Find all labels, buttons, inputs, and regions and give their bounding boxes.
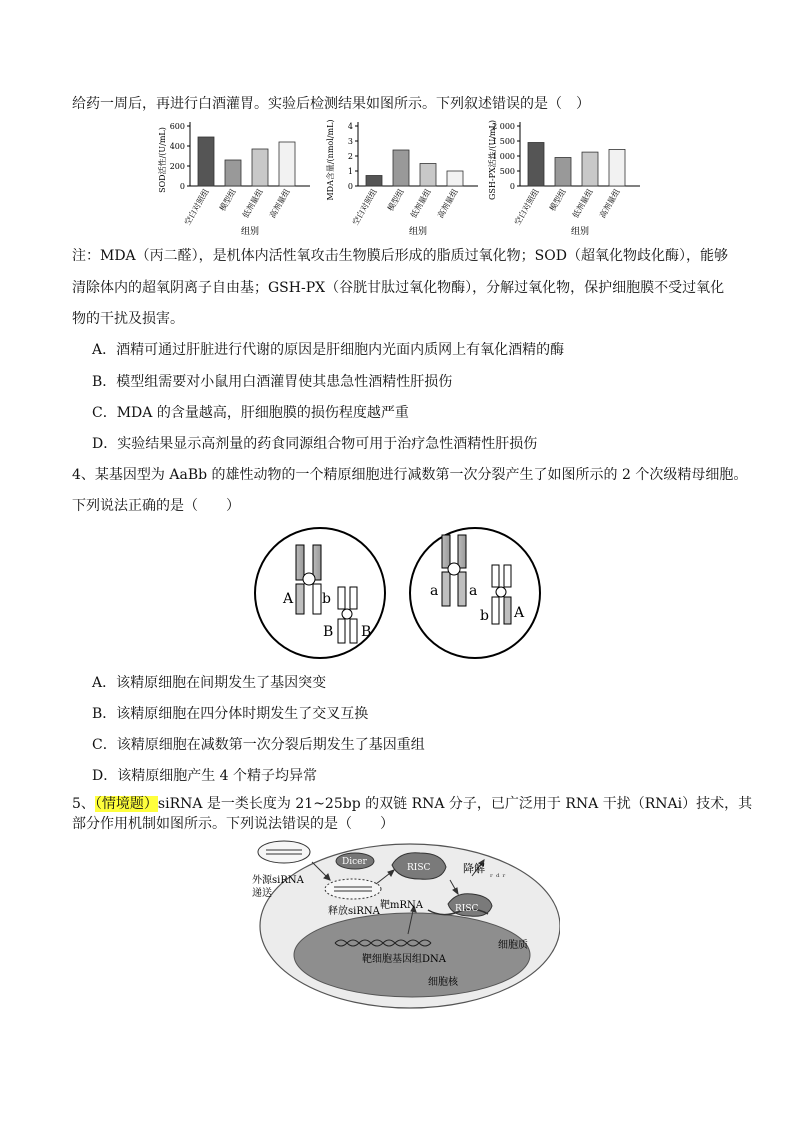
label-risc-2: RISC [455,904,479,914]
x-tick-label: 低剂量组 [570,187,595,220]
y-axis-label: GSH-PX活性/(U/mL) [488,120,497,200]
bar [279,142,295,186]
bar [252,149,268,186]
q3-note-line-3: 物的干扰及损害。 [72,311,184,327]
bar [225,160,241,186]
q4-option-a: A．该精原细胞在间期发生了基因突变 [92,675,327,691]
bar-chart-1 [157,122,310,237]
y-tick-label: 2 000 [492,122,515,131]
q5-context-tag: （情境题） [94,796,158,812]
q4-option-c: C．该精原细胞在减数第一次分裂后期发生了基因重组 [92,737,425,753]
q3-option-b: B．模型组需要对小鼠用白酒灌胃使其患急性酒精性肝损伤 [92,374,453,390]
chromosome-large-right [442,535,466,606]
q3-option-a: A．酒精可通过肝脏进行代谢的原因是肝细胞内光面内质网上有氧化酒精的酶 [92,342,565,358]
x-tick-label: 低剂量组 [408,187,433,220]
bar [609,149,625,186]
q3-note-line-1: 注：MDA（丙二醛），是机体内活性氧攻击生物膜后形成的脂质过氧化物；SOD（超氧化物歧化酶），能够 [72,248,728,264]
y-tick-label: 1 500 [492,137,515,146]
x-tick-label: 低剂量组 [240,187,265,220]
gene-label: b [480,608,489,624]
chromosome-small-left [338,587,357,643]
bar [582,152,598,186]
y-tick-label: 400 [169,142,185,151]
y-tick-label: 3 [347,137,353,146]
x-axis-label: 组别 [570,227,590,237]
x-tick-label: 高剂量组 [435,187,460,220]
x-tick-label: 高剂量组 [597,187,622,220]
label-degrade: 降解 [463,862,485,875]
x-tick-label: 空白对照组 [350,187,379,227]
q3-option-c: C．MDA 的含量越高，肝细胞膜的损伤程度越严重 [92,405,409,421]
label-target-mrna: 靶mRNA [380,900,423,911]
bar [393,150,409,186]
gene-label: A [283,591,294,607]
y-tick-label: 1 [347,167,353,176]
q5-number: 5、 [72,796,95,812]
released-sirna [325,879,381,899]
y-tick-label: 2 [347,152,353,161]
y-tick-label: 0 [347,182,353,191]
bar [447,171,463,186]
bar-chart-2 [325,119,478,237]
q4-option-d: D．该精原细胞产生 4 个精子均异常 [92,768,318,784]
chromosome-small-right [492,565,511,624]
q5-stem-line-1 [72,795,752,813]
degraded-fragments: ʳ ᵈ ʳ [490,873,506,883]
q4-cell-diagram [250,523,550,663]
label-nucleus: 细胞核 [428,977,458,988]
x-tick-label: 高剂量组 [267,187,292,220]
label-risc-1: RISC [407,863,431,873]
y-tick-label: 1 000 [492,152,515,161]
x-tick-label: 模型组 [547,187,568,213]
bar [555,158,571,187]
bar [528,143,544,187]
x-tick-label: 空白对照组 [182,187,211,227]
q4-stem-line-1: 4、某基因型为 AaBb 的雄性动物的一个精原细胞进行减数第一次分裂产生了如图所示的 2 个次级精母细胞。 [72,467,748,483]
x-axis-label: 组别 [240,227,260,237]
label-delivery: 递送 [252,888,272,899]
q5-sirna-diagram [250,838,560,1010]
y-tick-label: 4 [347,122,353,131]
bar-chart-3 [487,120,640,237]
chromosome-large-left [296,545,321,614]
q3-note-line-2: 清除体内的超氧阴离子自由基；GSH-PX（谷胱甘肽过氧化物酶），分解过氧化物，保护细胞膜不受过氧化 [72,280,725,296]
bar [198,137,214,186]
gene-label: B [323,624,334,640]
q3-bar-charts [150,118,650,243]
q4-stem-line-2: 下列说法正确的是（ ） [72,498,240,514]
gene-label: B [361,624,372,640]
y-axis-label: SOD活性/(U/mL) [158,127,167,193]
y-tick-label: 600 [169,122,185,131]
y-tick-label: 200 [169,162,185,171]
label-release-sirna: 释放siRNA [328,906,380,917]
y-tick-label: 0 [179,182,185,191]
y-axis-label: MDA含量/(nmol/mL) [326,119,335,201]
q5-stem-text: siRNA 是一类长度为 21~25bp 的双链 RNA 分子，已广泛用于 RNA 干扰（RNAi）技术，其 [157,796,753,812]
label-exogenous-sirna: 外源siRNA [252,875,304,886]
gene-label: b [322,591,331,607]
y-tick-label: 500 [499,167,515,176]
x-tick-label: 模型组 [217,187,238,213]
x-axis-label: 组别 [408,227,428,237]
q5-stem-line-2: 部分作用机制如图所示。下列说法错误的是（ ） [72,816,394,832]
label-cytoplasm: 细胞质 [498,940,528,951]
y-tick-label: 0 [509,182,515,191]
x-tick-label: 模型组 [385,187,406,213]
x-tick-label: 空白对照组 [512,187,541,227]
exogenous-sirna-vesicle [258,841,310,863]
q3-intro: 给药一周后，再进行白酒灌胃。实验后检测结果如图所示。下列叙述错误的是（ ） [72,96,590,112]
gene-label: a [430,583,439,599]
bar [366,176,382,187]
label-dicer: Dicer [342,857,367,867]
gene-label: a [469,583,478,599]
q3-option-d: D．实验结果显示高剂量的药食同源组合物可用于治疗急性酒精性肝损伤 [92,436,538,452]
bar [420,164,436,187]
label-genome-dna: 靶细胞基因组DNA [362,954,446,965]
gene-label: A [514,605,525,621]
q4-option-b: B．该精原细胞在四分体时期发生了交叉互换 [92,706,369,722]
